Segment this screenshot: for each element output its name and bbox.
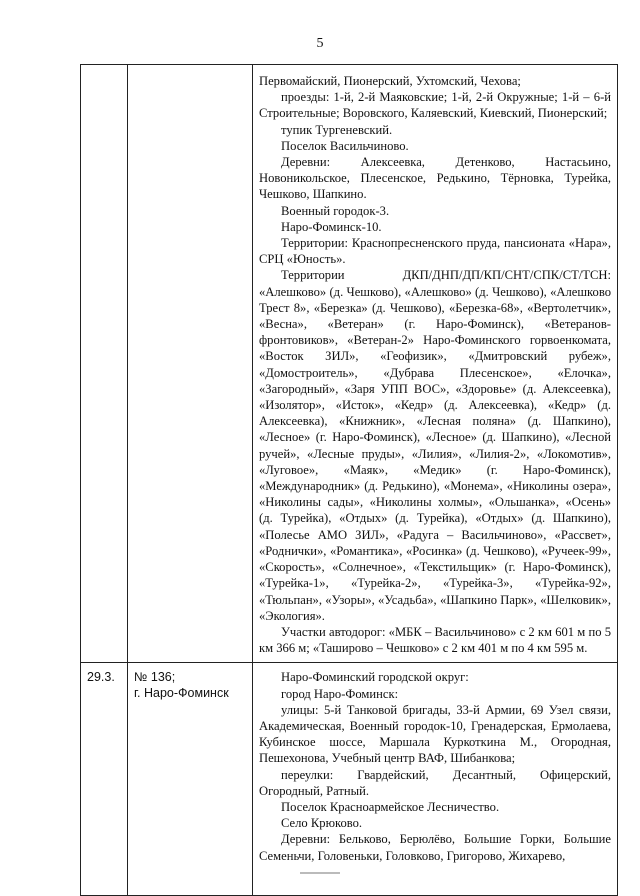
district-cell — [128, 65, 253, 663]
district-name — [128, 663, 252, 701]
territory-cell — [253, 65, 618, 663]
territory-paragraph: Деревни: Бельково, Берюлёво, Большие Горки, Большие Семеньчи, Головеньки, Головково, Григорово, Жихарево, — [259, 832, 611, 863]
territory-paragraph: Наро-Фоминский городской округ: — [281, 670, 469, 685]
territory-paragraph: Территории ДКП/ДНП/ДП/КП/СНТ/СПК/СТ/ТСН: «Алешково» (д. Чешково), «Алешково» (д. Чешково), «Алешково Трест 8», «Березка» (д. Чешково), «Березка-68», «Вертолетчик», «Весна», «Ветеран» (г. Наро-Фоминск), «Ветеранов-фронтовиков», «Ветеран-2» Наро-Фоминского горвоенкомата, «Восток ЗИЛ», «Геофизик», «Дмитровский рубеж», «Домостроитель», «Дубрава Плесенское», «Елочка», «Загородный», «Заря УПП ВОС», «Здоровье» (д. Алексеевка), «Изолятор», «Исток», «Кедр» (д. Алексеевка), «Кедр» (д. Алексеевка), «Книжник», «Лесная поляна» (д. Шапкино), «Лесное» (г. Наро-Фоминск), «Лесное» (д. Шапкино), «Лесной ручей», «Лесные пруды», «Лилия», «Лилия-2», «Локомотив», «Луговое», «Маяк», «Медик» (г. Наро-Фоминск), «Международник» (д. Редькино), «Монема», «Николины озера», «Николины сады», «Николины холмы», «Ольшанка», «Осень» (д. Турейка), «Отдых» (д. Турейка), «Отдых» (д. Шапкино), «Полесье АМО ЗИЛ», «Радуга – Васильчиново», «Рассвет», «Роднички», «Романтика», «Росинка» (д. Чешково), «Ручеек-99», «Скорость», «Солнечное», «Текстильщик» (г. Наро-Фоминск), «Турейка-1», «Турейка-2», «Турейка-3», «Турейка-92», «Тюльпан», «Узоры», «Усадьба», «Шапкино Парк», «Шелковик», «Экология». — [259, 268, 611, 623]
district-cell — [128, 663, 253, 896]
page-number: 5 — [316, 36, 324, 51]
territory-paragraph: Участки автодорог: «МБК – Васильчиново» с 2 км 601 м по 5 км 366 м; «Таширово – Чешково» с 2 км 401 м по 4 км 595 м. — [259, 624, 611, 656]
territory-paragraph: Территории: Краснопресненского пруда, пансионата «Нара», СРЦ «Юность». — [259, 236, 611, 267]
districts-table — [80, 64, 618, 896]
row-number: 29.3. — [87, 670, 115, 685]
territory-paragraph: улицы: 5-й Танковой бригады, 33-й Армии, 69 Узел связи, Академическая, Военный городок-10, Гренадерская, Ермолаева, Кубинское шоссе, Маршала Куркоткина М., Огородная, Пешехонова, Учебный центр ВАФ, Шибанкова; — [259, 702, 611, 766]
territory-paragraph: город Наро-Фоминск: — [281, 686, 399, 701]
territory-paragraph: Поселок Красноармейское Лесничество. — [281, 799, 500, 814]
territory-paragraph: Первомайский, Пионерский, Ухтомский, Чехова; — [259, 74, 521, 88]
page-footer-mark — [300, 872, 340, 874]
territory-paragraph: переулки: Гвардейский, Десантный, Офицерский, Огородный, Ратный. — [259, 767, 611, 798]
row-number-cell — [81, 663, 128, 896]
territory-paragraph: Село Крюково. — [281, 816, 363, 831]
table-row — [81, 663, 618, 896]
district-name — [128, 65, 252, 79]
table-row — [81, 65, 618, 663]
territory-paragraph: тупик Тургеневский. — [281, 122, 393, 137]
territory-paragraph: Наро-Фоминск-10. — [281, 219, 382, 234]
territory-paragraph: проезды: 1-й, 2-й Маяковские; 1-й, 2-й Окружные; 1-й – 6-й Строительные; Воровского, Каляевский, Киевский, Пионерский; — [259, 90, 611, 121]
row-number — [81, 65, 127, 79]
territory-paragraph: Поселок Васильчиново. — [281, 138, 409, 153]
district-city: г. Наро-Фоминск — [134, 686, 229, 701]
row-number-cell — [81, 65, 128, 663]
territory-paragraph: Военный городок-3. — [281, 203, 390, 218]
territory-paragraph: Деревни: Алексеевка, Детенково, Настасьино, Новоникольское, Плесенское, Редькино, Тёрновка, Турейка, Чешково, Шапкино. — [259, 155, 611, 202]
district-number: № 136; — [134, 670, 176, 685]
territory-cell — [253, 663, 618, 896]
